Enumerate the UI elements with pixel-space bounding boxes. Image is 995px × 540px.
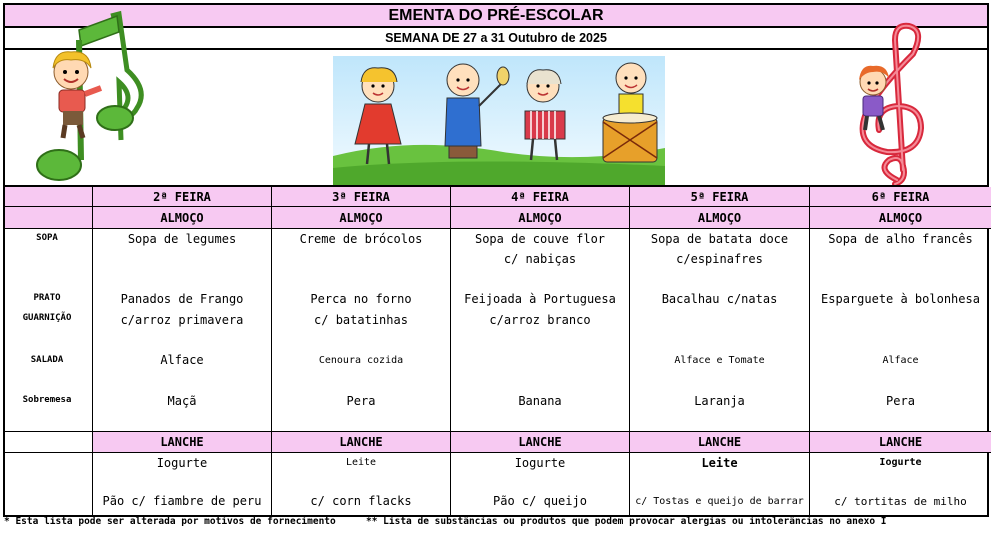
snack-day-4 bbox=[451, 453, 630, 517]
snack-day-6 bbox=[810, 453, 991, 517]
snack-food: c/ corn flacks bbox=[310, 494, 412, 508]
allergen-note: ** Lista de substâncias ou produtos que podem provocar alergias ou intolerâncias no anexo I bbox=[366, 516, 887, 527]
supply-note: * Esta lista pode ser alterada por motivos de fornecimento bbox=[4, 516, 336, 527]
snack-header: LANCHE bbox=[630, 432, 810, 453]
snack-day-3 bbox=[272, 453, 451, 517]
snack-day-2 bbox=[93, 453, 272, 517]
main-dish-item: Bacalhau c/natas bbox=[661, 292, 778, 306]
boy-on-music-note-icon bbox=[19, 10, 144, 185]
lunch-day-4 bbox=[451, 229, 630, 432]
salad-item: Cenoura cozida bbox=[318, 355, 404, 366]
soup-item: Sopa de legumes bbox=[127, 232, 237, 246]
girl-on-treble-clef-icon bbox=[837, 20, 942, 190]
lunch-day-3 bbox=[272, 229, 451, 432]
dessert-item: Pera bbox=[886, 394, 915, 408]
lunch-header: ALMOÇO bbox=[272, 207, 451, 229]
day-header: 6ª FEIRA bbox=[810, 187, 991, 207]
side-dish-label: GUARNIÇÃO bbox=[22, 313, 72, 323]
main-dish-item: Panados de Frango bbox=[120, 292, 244, 306]
soup-item: Creme de brócolos bbox=[299, 232, 423, 246]
snack-header: LANCHE bbox=[451, 432, 630, 453]
soup-item: Sopa de batata doce bbox=[650, 232, 789, 246]
snack-drink: Iogurte bbox=[879, 457, 922, 468]
main-dish-item: Feijoada à Portuguesa bbox=[464, 292, 616, 306]
dessert-item: Maçã bbox=[167, 394, 197, 408]
main-dish-item: Perca no forno bbox=[310, 292, 412, 306]
lunch-header: ALMOÇO bbox=[451, 207, 630, 229]
main-dish-label: PRATO bbox=[33, 293, 61, 303]
menu-table bbox=[3, 185, 989, 517]
snack-food: c/ tortitas de milho bbox=[834, 495, 967, 508]
soup-label: SOPA bbox=[36, 233, 58, 243]
dessert-item: Pera bbox=[346, 394, 376, 408]
soup-item: Sopa de alho francês bbox=[828, 232, 973, 246]
side-dish-item: c/ batatinhas bbox=[314, 313, 408, 327]
snack-food: Pão c/ queijo bbox=[493, 494, 587, 508]
side-dish-item: c/arroz branco bbox=[489, 313, 591, 327]
menu-title: EMENTA DO PRÉ-ESCOLAR bbox=[3, 3, 989, 28]
soup-item: Sopa de couve flor bbox=[474, 232, 606, 246]
snack-drink: Iogurte bbox=[514, 456, 566, 470]
lunch-header: ALMOÇO bbox=[93, 207, 272, 229]
lunch-day-6 bbox=[810, 229, 991, 432]
snack-label-blank bbox=[5, 432, 93, 453]
salad-item: Alface e Tomate bbox=[674, 355, 765, 366]
day-header: 3ª FEIRA bbox=[272, 187, 451, 207]
week-range: SEMANA DE 27 a 31 Outubro de 2025 bbox=[3, 28, 989, 50]
snack-day-5 bbox=[630, 453, 810, 517]
illustration-row bbox=[3, 50, 989, 185]
lunch-day-2 bbox=[93, 229, 272, 432]
dessert-item: Laranja bbox=[694, 394, 745, 408]
snack-food: c/ Tostas e queijo de barrar bbox=[635, 496, 804, 507]
footer-notes bbox=[4, 516, 988, 532]
children-instruments-icon bbox=[333, 56, 665, 185]
lunch-header: ALMOÇO bbox=[810, 207, 991, 229]
salad-item: Alface bbox=[882, 355, 919, 366]
side-dish-item: c/arroz primavera bbox=[120, 313, 244, 327]
snack-header: LANCHE bbox=[272, 432, 451, 453]
lunch-label-blank bbox=[5, 207, 93, 229]
snack-drink: Leite bbox=[701, 456, 738, 470]
snack-header: LANCHE bbox=[810, 432, 991, 453]
day-header: 4ª FEIRA bbox=[451, 187, 630, 207]
snack-header: LANCHE bbox=[93, 432, 272, 453]
dessert-label: Sobremesa bbox=[22, 395, 72, 405]
snack-drink: Leite bbox=[345, 457, 377, 468]
menu-page bbox=[3, 3, 989, 517]
snack-drink: Iogurte bbox=[156, 456, 208, 470]
lunch-day-5 bbox=[630, 229, 810, 432]
lunch-header: ALMOÇO bbox=[630, 207, 810, 229]
main-dish-item: Esparguete à bolonhesa bbox=[821, 292, 980, 306]
day-header: 5ª FEIRA bbox=[630, 187, 810, 207]
soup-item-line2: c/ nabiças bbox=[503, 252, 577, 266]
snack-labels-blank bbox=[5, 453, 93, 517]
salad-label: SALADA bbox=[30, 355, 64, 365]
dessert-item: Banana bbox=[518, 394, 562, 408]
corner-blank bbox=[5, 187, 93, 207]
day-header: 2ª FEIRA bbox=[93, 187, 272, 207]
soup-item-line2: c/espinafres bbox=[676, 252, 763, 266]
salad-item: Alface bbox=[160, 353, 204, 367]
snack-food: Pão c/ fiambre de peru bbox=[102, 494, 262, 508]
course-labels bbox=[5, 229, 93, 432]
